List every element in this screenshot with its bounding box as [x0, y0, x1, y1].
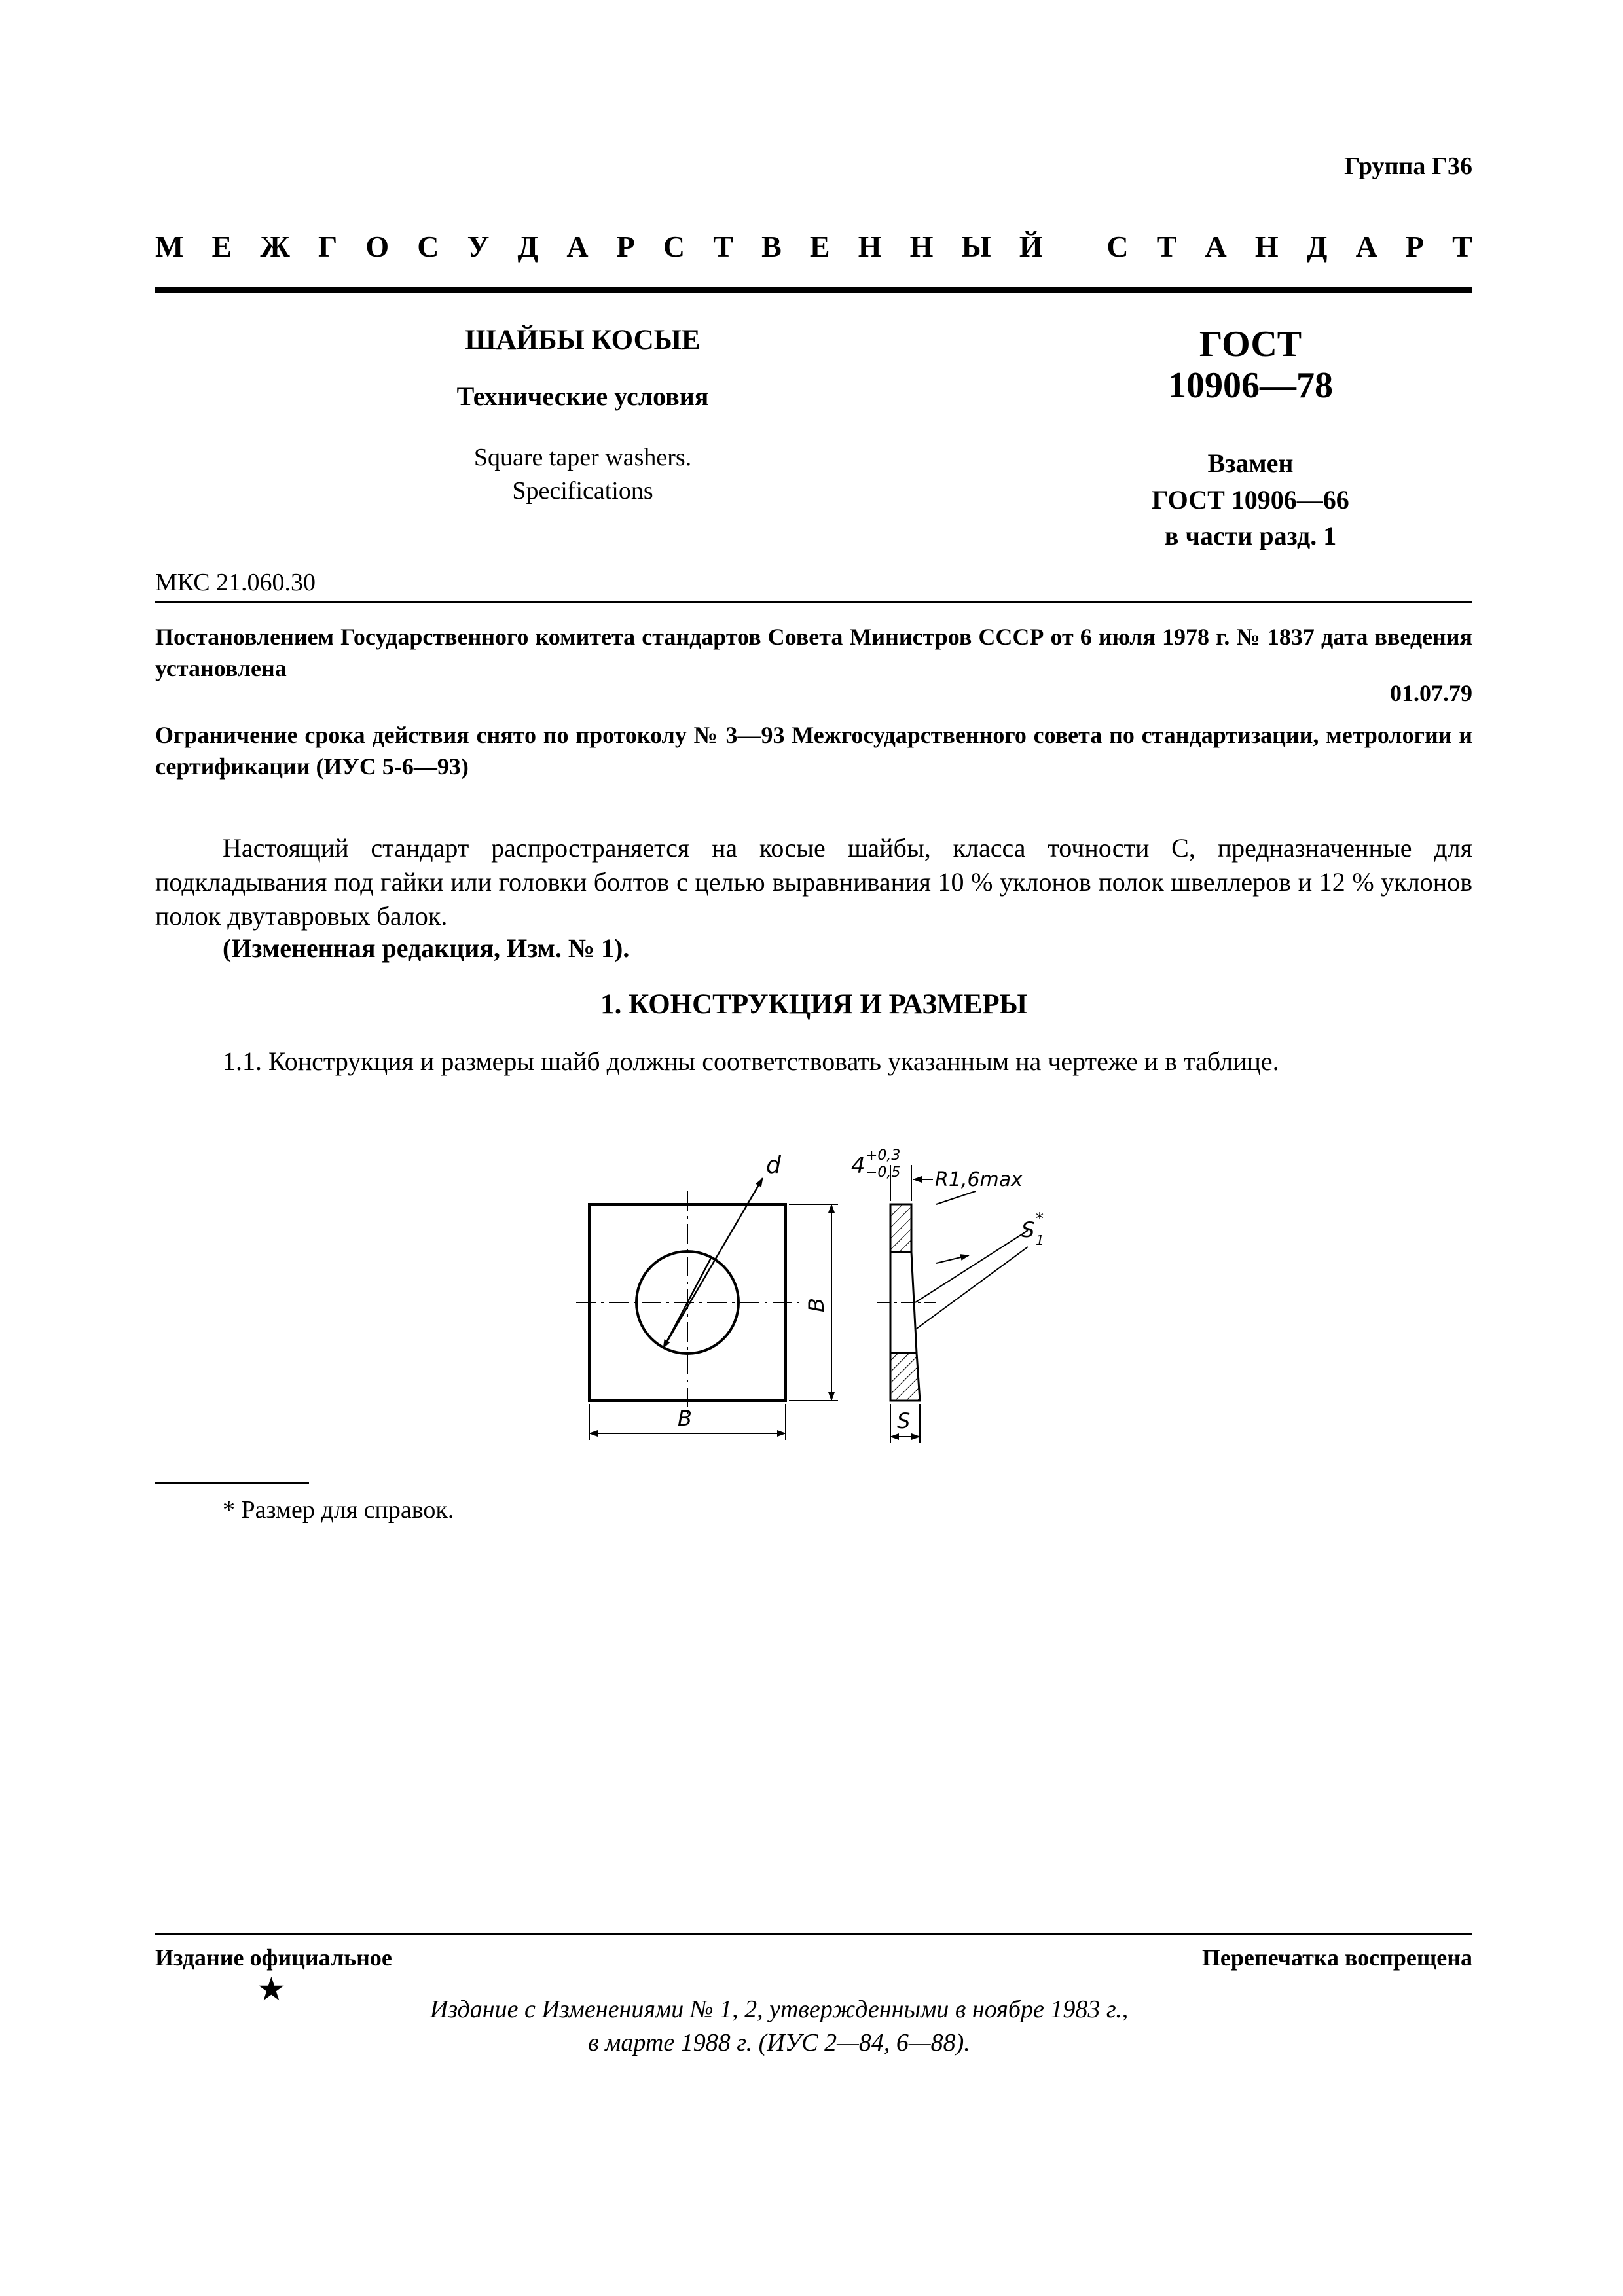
label-s1: S: [1021, 1217, 1035, 1242]
label-tol-lower: −0,5: [866, 1164, 901, 1181]
official-edition: Издание официальное: [155, 1945, 392, 1971]
radius-leader: [936, 1191, 976, 1204]
label-s: S: [897, 1408, 911, 1433]
edition-note: [354, 1993, 1205, 2060]
mks-code: МКС 21.060.30: [155, 569, 316, 596]
interstate-standard-heading: [155, 229, 1472, 264]
section-bottom-hatched: [890, 1353, 920, 1401]
label-radius: R1,6max: [935, 1168, 1023, 1191]
reprint-prohibited: Перепечатка воспрещена: [1201, 1945, 1472, 1971]
interstate-letter: Д: [1306, 230, 1328, 263]
label-b-side: B: [804, 1298, 829, 1312]
interstate-letter: С: [417, 230, 439, 263]
label-s1-star: *: [1036, 1210, 1044, 1228]
introduction-date: 01.07.79: [1390, 680, 1472, 706]
footer-rule: [155, 1933, 1472, 1935]
interstate-letter: О: [365, 230, 390, 263]
s1-leader-upper: [915, 1230, 1028, 1302]
interstate-letter: Ж: [260, 230, 290, 263]
footnote: * Размер для справок.: [223, 1496, 454, 1524]
limitation-text: Ограничение срока действия снято по протоколу № 3—93 Межгосударственного совета по стандартизации, метрологии и сертификации (ИУС 5-6—93): [155, 722, 1472, 780]
english-title: [393, 441, 773, 509]
interstate-letter: Г: [318, 230, 338, 263]
interstate-letter: М: [155, 230, 184, 263]
interstate-letter: Д: [517, 230, 539, 263]
decree-text: Постановлением Государственного комитета стандартов Совета Министров СССР от 6 июля 1978 г. № 1837 дата введения установлена: [155, 624, 1472, 681]
interstate-letter: Ы: [961, 230, 991, 263]
mks-rule: [155, 601, 1472, 603]
interstate-letter: Е: [809, 230, 830, 263]
gost-label: ГОСТ: [1199, 324, 1302, 365]
document-subtitle: Технические условия: [456, 382, 709, 411]
group-code: Группа Г36: [1344, 152, 1472, 180]
scope-paragraph: Настоящий стандарт распространяется на косые шайбы, класса точности С, предназначенные для подкладывания под гайки или головки болтов с целью выравнивания 10 % уклонов полок швеллеров и 12 % уклонов полок двутавровых балок.: [155, 833, 1472, 931]
replaces-block: [1087, 445, 1414, 554]
interstate-letter: С: [663, 230, 685, 263]
edition-line-2: в марте 1988 г. (ИУС 2—84, 6—88).: [588, 2029, 970, 2057]
clause-1-1: 1.1. Конструкция и размеры шайб должны соответствовать указанным на чертеже и в таблице.: [223, 1047, 1279, 1076]
amendment-note: (Измененная редакция, Изм. № 1).: [223, 933, 630, 963]
interstate-letter: [1071, 229, 1079, 264]
english-title-line-2: Specifications: [512, 477, 653, 505]
interstate-letter: А: [566, 230, 589, 263]
label-tol-upper: +0,3: [866, 1147, 901, 1164]
interstate-letter: У: [467, 230, 490, 263]
header-rule: [155, 287, 1472, 293]
interstate-letter: Н: [909, 230, 934, 263]
interstate-letter: А: [1355, 230, 1377, 263]
replaces-standard: ГОСТ 10906—66: [1152, 484, 1349, 514]
label-b-bottom: B: [678, 1406, 692, 1431]
interstate-letter: Н: [1254, 230, 1279, 263]
interstate-letter: Н: [858, 230, 882, 263]
footnote-rule: [155, 1482, 309, 1484]
s1-leader-lower: [917, 1247, 1028, 1329]
interstate-letter: Т: [1452, 230, 1472, 263]
section-heading: 1. КОНСТРУКЦИЯ И РАЗМЕРЫ: [600, 989, 1027, 1020]
s1-arrow: [936, 1255, 969, 1263]
interstate-letter: А: [1205, 230, 1227, 263]
label-d: d: [766, 1152, 781, 1179]
label-s1-sub: 1: [1036, 1232, 1044, 1248]
title-block: [393, 324, 773, 509]
interstate-letter: Р: [1405, 230, 1425, 263]
interstate-letter: Р: [616, 230, 635, 263]
interstate-letter: С: [1106, 230, 1129, 263]
washer-drawing: [570, 1126, 1067, 1466]
english-title-line-1: Square taper washers.: [473, 444, 692, 471]
document-title: ШАЙБЫ КОСЫЕ: [465, 325, 701, 355]
star-icon: ★: [257, 1971, 286, 2007]
interstate-letter: В: [761, 230, 782, 263]
interstate-letter: Т: [1156, 230, 1177, 263]
interstate-letter: Т: [713, 230, 733, 263]
interstate-letter: Е: [211, 230, 232, 263]
label-thickness: 4: [851, 1153, 866, 1179]
gost-number: 10906—78: [1168, 365, 1333, 406]
interstate-letter: Й: [1019, 230, 1043, 263]
section-top-hatched: [890, 1204, 911, 1252]
edition-line-1: Издание с Изменениями № 1, 2, утвержденными в ноябре 1983 г.,: [429, 1996, 1129, 2023]
replaces-label: Взамен: [1207, 448, 1294, 478]
replaces-part: в части разд. 1: [1164, 520, 1337, 550]
gost-block: [1087, 324, 1414, 554]
